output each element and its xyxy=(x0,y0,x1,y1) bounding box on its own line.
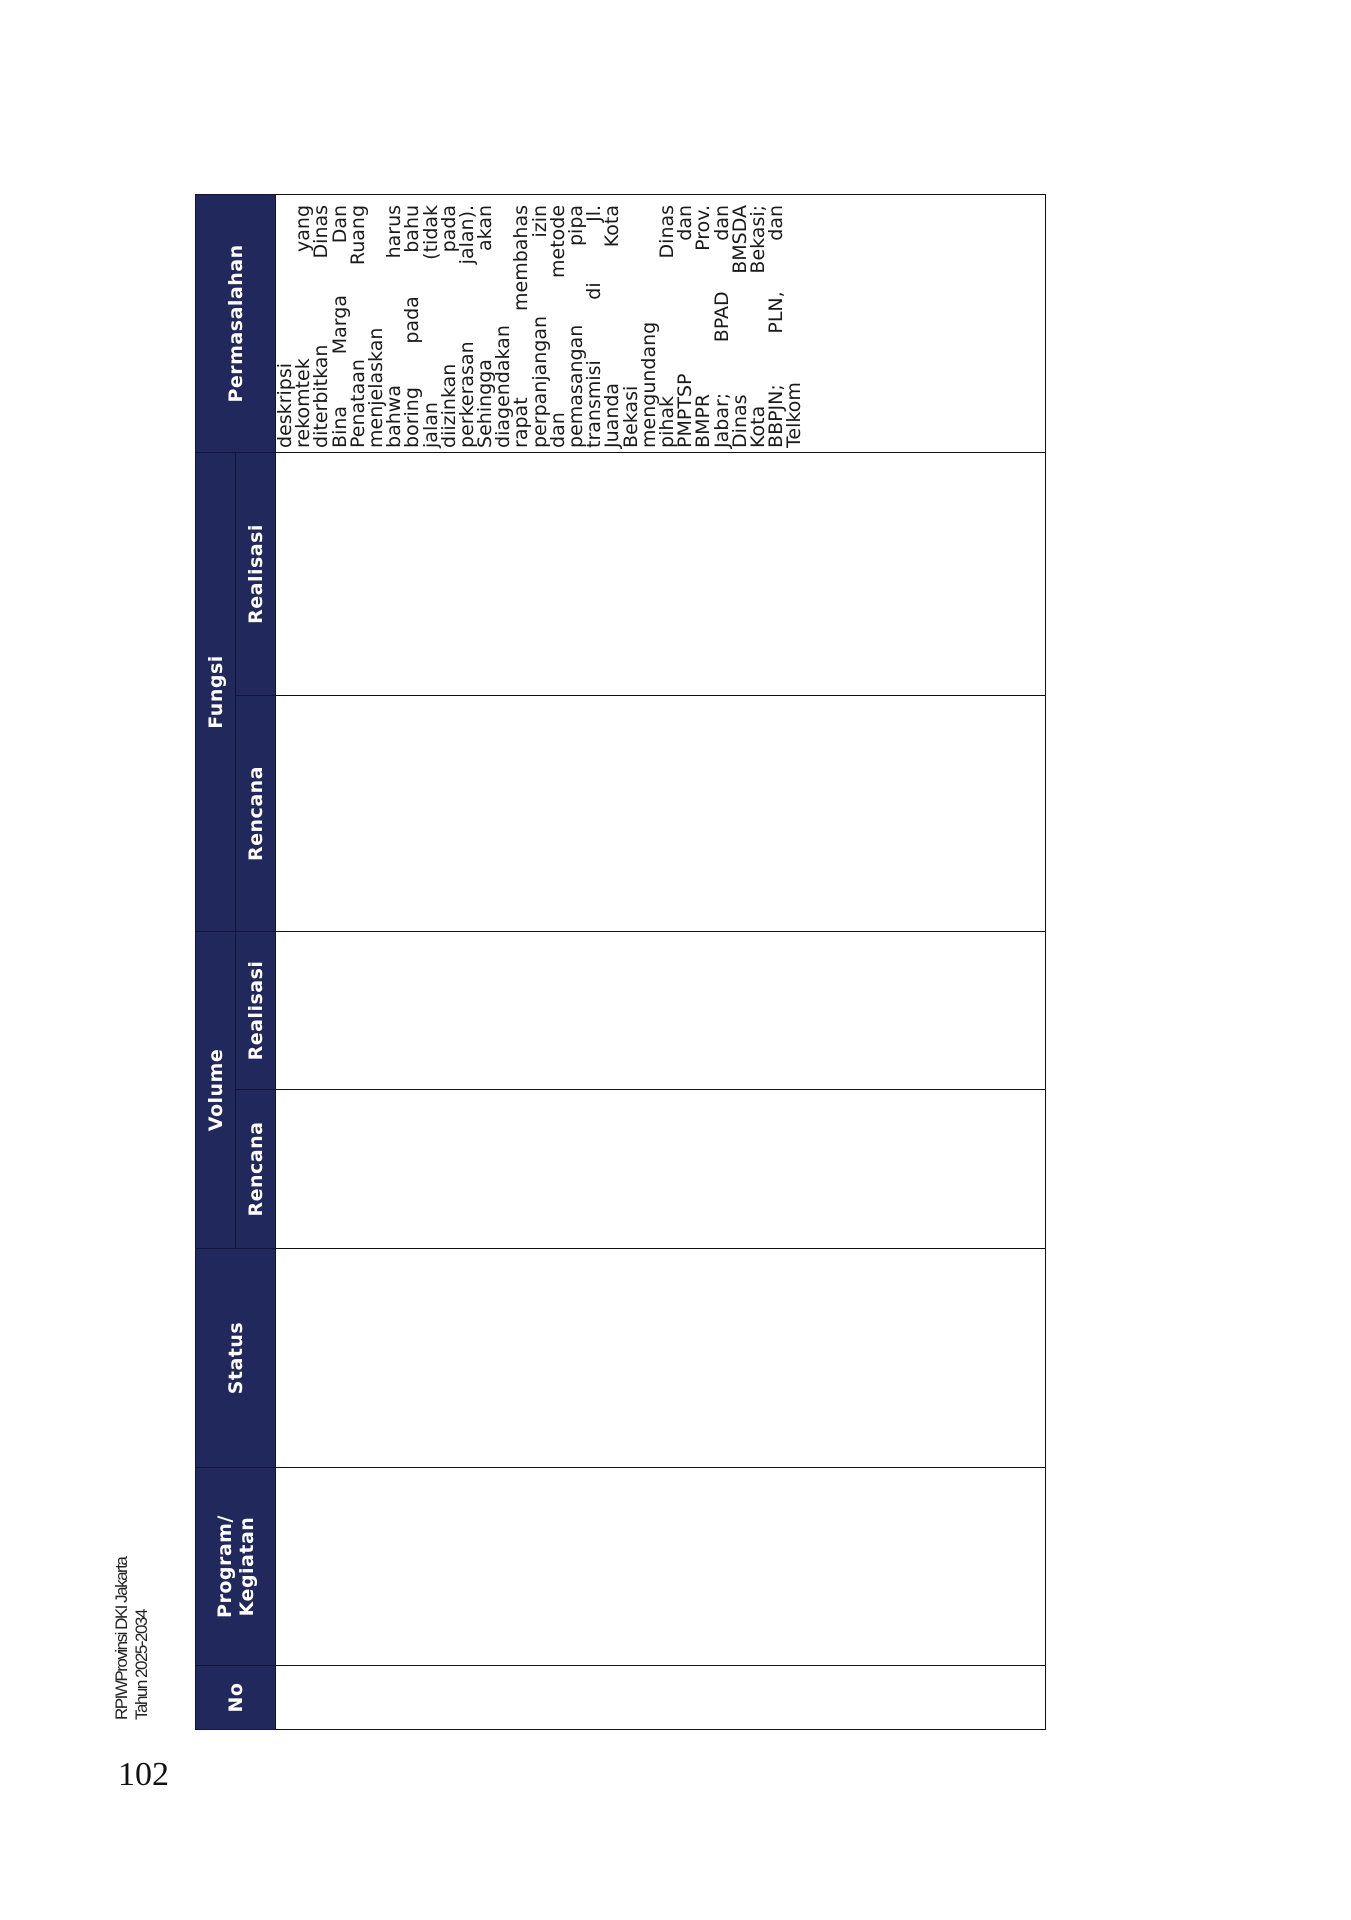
cell-volume-realisasi xyxy=(276,931,1046,1089)
cell-fungsi-realisasi xyxy=(276,452,1046,695)
permasalahan-line: Dinas BMSDA xyxy=(728,204,751,448)
program-table xyxy=(195,194,1046,1730)
permasalahan-line: perkerasan jalan). xyxy=(455,204,478,448)
header-permasalahan: Permasalahan xyxy=(196,194,276,452)
permasalahan-line: transmisi di Jl. xyxy=(583,204,606,448)
header-volume-realisasi: Realisasi xyxy=(236,931,276,1089)
permasalahan-line: dan metode xyxy=(546,204,569,448)
header-fungsi-realisasi: Realisasi xyxy=(236,452,276,695)
header-status: Status xyxy=(196,1249,276,1468)
running-head-line-1: RPIWProvinsi DKI Jakarta xyxy=(112,1557,131,1720)
rotated-table xyxy=(195,195,1046,1730)
permasalahan-line: menjelaskan xyxy=(364,327,387,448)
permasalahan-line: Bina Marga Dan xyxy=(328,204,351,448)
permasalahan-line: pemasangan pipa xyxy=(565,204,587,448)
permasalahan-line: Juanda Kota xyxy=(601,204,624,448)
table-row xyxy=(276,194,1046,1729)
permasalahan-line: PMPTSP dan xyxy=(674,204,697,448)
cell-volume-rencana xyxy=(276,1090,1046,1249)
page-number: 102 xyxy=(118,1756,169,1793)
running-head-line-2: Tahun 2025-2034 xyxy=(132,1610,151,1720)
header-no: No xyxy=(196,1666,276,1730)
header-fungsi-rencana: Rencana xyxy=(236,695,276,931)
permasalahan-line: rekomtek yang xyxy=(292,204,315,448)
cell-fungsi-rencana xyxy=(276,695,1046,931)
permasalahan-line: mengundang xyxy=(637,321,660,448)
permasalahan-line: perpanjangan izin xyxy=(528,204,551,448)
permasalahan-line: boring pada bahu xyxy=(401,204,424,448)
permasalahan-line: Jabar; BPAD dan xyxy=(710,204,733,448)
permasalahan-line: Kota Bekasi; xyxy=(746,204,769,448)
permasalahan-line: diizinkan pada xyxy=(437,204,460,448)
permasalahan-line: diagendakan xyxy=(492,325,515,448)
permasalahan-line: diterbitkan Dinas xyxy=(310,204,333,448)
running-head xyxy=(112,1520,152,1720)
permasalahan-line: rapat membahas xyxy=(510,204,533,448)
permasalahan-line: pihak Dinas xyxy=(655,204,678,448)
permasalahan-line: bahwa harus xyxy=(383,204,406,448)
header-volume: Volume xyxy=(196,931,236,1248)
header-fungsi: Fungsi xyxy=(196,452,236,931)
cell-program-kegiatan xyxy=(276,1468,1046,1666)
permasalahan-line: Sehingga akan xyxy=(474,204,497,448)
cell-no xyxy=(276,1666,1046,1730)
header-program-kegiatan: Program/ Kegiatan xyxy=(196,1468,276,1666)
permasalahan-line: Penataan Ruang xyxy=(346,204,369,448)
permasalahan-line: jalan (tidak xyxy=(419,204,442,448)
permasalahan-line: Bekasi xyxy=(619,385,642,448)
permasalahan-line: BBPJN; PLN, dan xyxy=(765,204,788,448)
permasalahan-line: Telkom xyxy=(783,382,806,448)
cell-status xyxy=(276,1249,1046,1468)
permasalahan-line: BMPR Prov. xyxy=(692,204,715,448)
cell-permasalahan xyxy=(276,194,1046,452)
header-volume-rencana: Rencana xyxy=(236,1090,276,1249)
permasalahan-line: deskripsi xyxy=(274,362,296,448)
